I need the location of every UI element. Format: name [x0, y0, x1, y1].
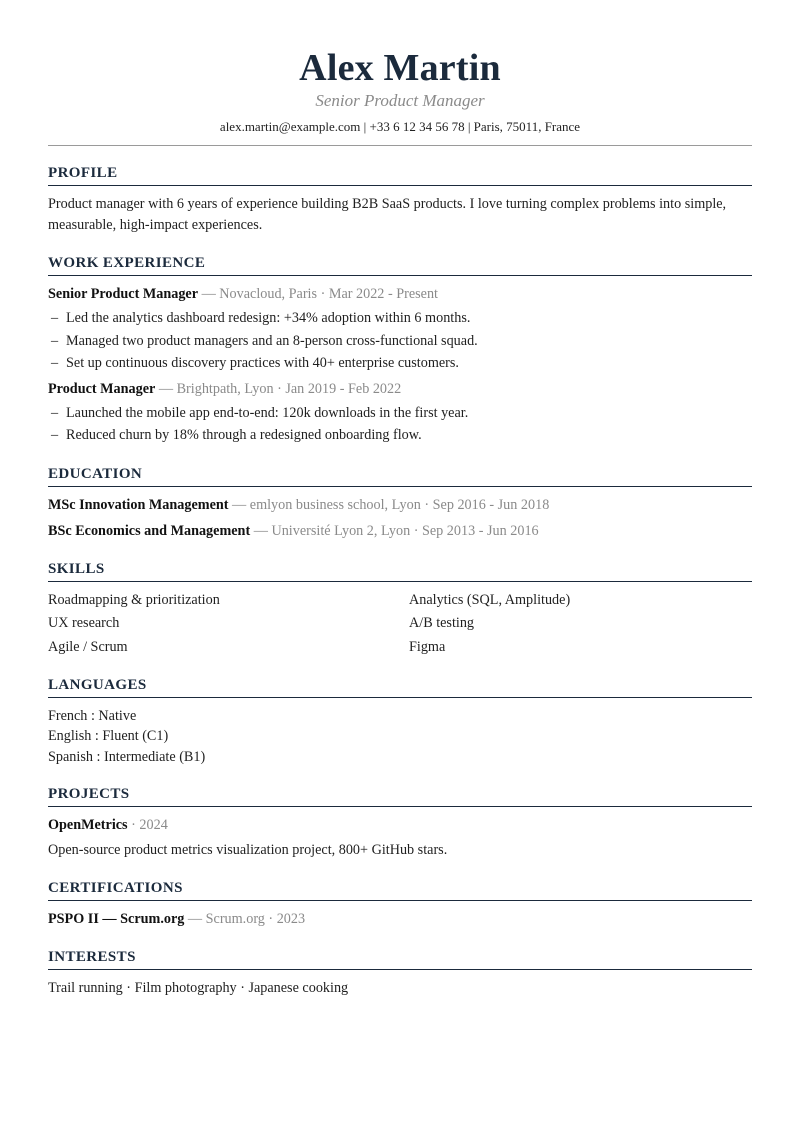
language-item: Spanish : Intermediate (B1) — [48, 748, 206, 765]
candidate-name: Alex Martin — [299, 47, 501, 89]
languages-list — [48, 706, 752, 768]
bullet-text: Reduced churn by 18% through a redesigned onboarding flow. — [66, 427, 422, 443]
skill-item: Roadmapping & prioritization — [48, 591, 220, 608]
bullet-item — [48, 402, 752, 425]
language-item: English : Fluent (C1) — [48, 728, 169, 744]
project-entry — [48, 815, 752, 836]
job-entry — [48, 379, 752, 400]
language-item: French : Native — [48, 707, 137, 724]
bullet-dash: – — [51, 332, 59, 349]
skill-item: Agile / Scrum — [48, 638, 128, 655]
bullet-text: Managed two product managers and an 8-person cross-functional squad. — [66, 332, 478, 349]
bullet-text: Set up continuous discovery practices with 40+ enterprise customers. — [66, 355, 459, 371]
section-profile — [48, 164, 752, 236]
section-experience — [48, 254, 752, 447]
job-entry — [48, 284, 752, 305]
degree-meta: — emlyon business school, Lyon · Sep 2016 - Jun 2018 — [228, 496, 550, 513]
skills-grid — [48, 590, 752, 658]
job-meta: — Brightpath, Lyon · Jan 2019 - Feb 2022 — [155, 380, 402, 397]
job-role: Product Manager — [48, 380, 156, 397]
section-education — [48, 465, 752, 542]
skill-item: UX research — [48, 615, 120, 631]
project-name: OpenMetrics — [48, 817, 128, 833]
bullet-dash: – — [51, 310, 59, 326]
section-skills — [48, 560, 752, 658]
section-title-experience: WORK EXPERIENCE — [48, 254, 752, 276]
section-title-interests: INTERESTS — [48, 948, 752, 970]
education-entry — [48, 495, 752, 516]
bullet-item — [48, 424, 752, 447]
job-bullets — [48, 307, 752, 375]
bullet-dash: – — [51, 427, 59, 443]
section-interests — [48, 948, 752, 999]
experience-list — [48, 284, 752, 447]
bullet-item — [48, 307, 752, 330]
certifications-list — [48, 909, 752, 930]
skill-item: A/B testing — [409, 615, 475, 631]
bullet-item — [48, 330, 752, 353]
bullet-text: Led the analytics dashboard redesign: +34% adoption within 6 months. — [66, 310, 471, 326]
project-meta: · 2024 — [127, 817, 168, 833]
interests-text: Trail running · Film photography · Japanese cooking — [48, 979, 349, 996]
certification-name: PSPO II — Scrum.org — [48, 910, 185, 927]
section-languages — [48, 676, 752, 768]
resume-header — [48, 0, 752, 146]
degree-meta: — Université Lyon 2, Lyon · Sep 2013 - Jun 2016 — [250, 522, 539, 539]
certification-entry — [48, 909, 752, 930]
resume-page — [48, 0, 752, 999]
bullet-dash: – — [51, 404, 59, 421]
profile-text: Product manager with 6 years of experience building B2B SaaS products. I love turning complex problems into simple, measurable, high-impact experiences. — [48, 196, 727, 233]
degree-name: MSc Innovation Management — [48, 496, 229, 513]
bullet-dash: – — [51, 355, 59, 371]
bullet-text: Launched the mobile app end-to-end: 120k downloads in the first year. — [66, 404, 469, 421]
skill-item: Figma — [409, 638, 446, 655]
section-certifications — [48, 879, 752, 930]
contact-line: alex.martin@example.com | +33 6 12 34 56 78 | Paris, 75011, France — [219, 119, 581, 134]
job-role: Senior Product Manager — [48, 286, 199, 302]
section-title-projects: PROJECTS — [48, 785, 752, 807]
section-title-certifications: CERTIFICATIONS — [48, 879, 752, 901]
candidate-title: Senior Product Manager — [315, 91, 485, 110]
header-divider — [48, 145, 752, 146]
education-list — [48, 495, 752, 542]
skill-item: Analytics (SQL, Amplitude) — [409, 591, 571, 608]
projects-list — [48, 815, 752, 861]
certification-meta: — Scrum.org · 2023 — [184, 910, 306, 927]
section-title-education: EDUCATION — [48, 465, 752, 487]
section-title-skills: SKILLS — [48, 560, 752, 582]
job-bullets — [48, 402, 752, 447]
section-title-profile: PROFILE — [48, 164, 752, 186]
section-title-languages: LANGUAGES — [48, 676, 752, 698]
section-projects — [48, 785, 752, 861]
job-meta: — Novacloud, Paris · Mar 2022 - Present — [198, 286, 438, 302]
degree-name: BSc Economics and Management — [48, 522, 251, 539]
bullet-item — [48, 352, 752, 375]
education-entry — [48, 521, 752, 542]
project-description: Open-source product metrics visualization project, 800+ GitHub stars. — [48, 842, 448, 858]
